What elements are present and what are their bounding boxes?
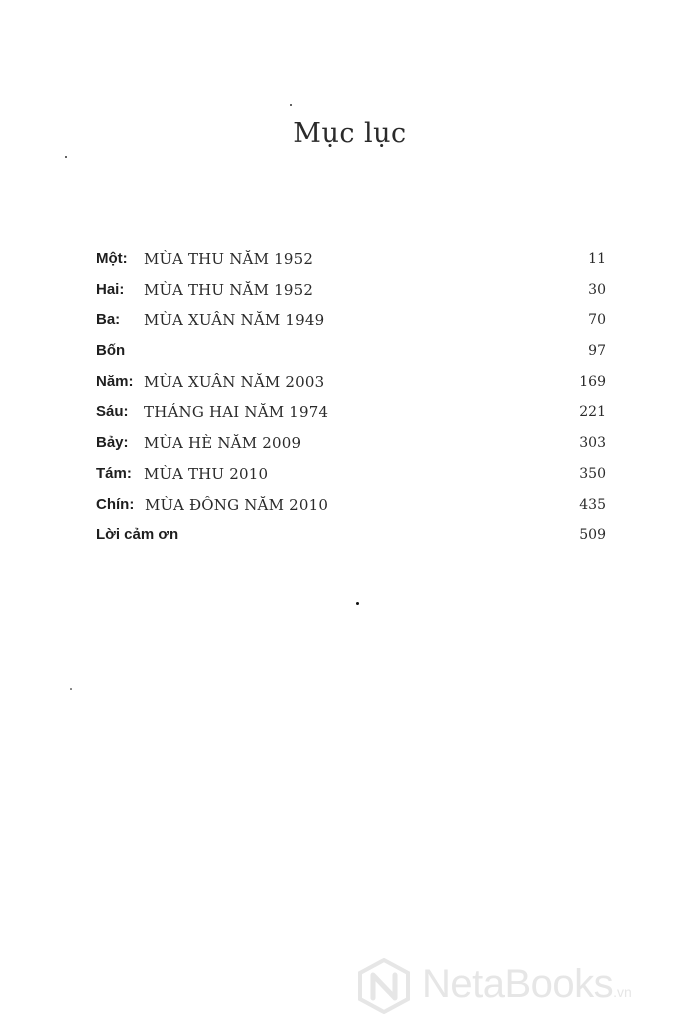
toc-entry-label: Năm: — [96, 372, 134, 390]
toc-entry-label: Ba: — [96, 311, 121, 329]
toc-entry-page-number: 435 — [579, 496, 606, 513]
toc-entry-label: Chín: — [96, 495, 135, 513]
toc-entry-page-number: 350 — [579, 465, 606, 482]
toc-entry-label: Bốn — [96, 342, 126, 360]
toc-entry-chapter: MÙA THU 2010 — [144, 464, 269, 483]
watermark-brand — [422, 962, 632, 1007]
toc-entry-page-number: 70 — [588, 312, 606, 329]
toc-entry-label: Bảy: — [96, 434, 129, 452]
toc-entry-mot[interactable] — [96, 244, 606, 275]
toc-entry-ba[interactable] — [96, 305, 606, 336]
toc-entry-nam[interactable] — [96, 367, 606, 398]
toc-entry-page-number: 30 — [588, 281, 606, 298]
toc-entry-bon[interactable] — [96, 336, 606, 367]
toc-entry-chapter: MÙA XUÂN NĂM 1949 — [144, 311, 325, 330]
scan-speck — [290, 104, 292, 106]
toc-entry-bay[interactable] — [96, 428, 606, 459]
toc-entry-tam[interactable] — [96, 459, 606, 490]
toc-entry-chapter: MÙA XUÂN NĂM 2003 — [144, 372, 325, 391]
toc-entry-hai[interactable] — [96, 275, 606, 306]
page-title: Mục lục — [293, 118, 407, 149]
toc-entry-chapter: MÙA HÈ NĂM 2009 — [144, 434, 302, 453]
scan-speck — [65, 156, 67, 158]
toc-entry-sau[interactable] — [96, 397, 606, 428]
toc-entry-label: Tám: — [96, 464, 132, 482]
toc-entry-label: Hai: — [96, 280, 125, 298]
netabooks-n-logo-icon — [356, 958, 412, 1014]
watermark-suffix: .vn — [613, 984, 632, 1000]
toc-entry-chapter: MÙA THU NĂM 1952 — [144, 250, 314, 268]
toc-entry-page-number: 221 — [579, 404, 606, 421]
toc-entry-page-number: 509 — [579, 527, 606, 544]
toc-entry-label: Sáu: — [96, 403, 129, 421]
toc-entry-label: Lời cảm ơn — [96, 526, 179, 544]
scan-speck — [70, 688, 72, 690]
toc-entry-page-number: 169 — [579, 373, 606, 390]
toc-entry-page-number: 303 — [579, 435, 606, 452]
netabooks-watermark — [356, 952, 686, 1020]
toc-entry-chapter: MÙA ĐÔNG NĂM 2010 — [145, 495, 329, 514]
toc-entry-chin[interactable] — [96, 490, 606, 521]
watermark-brand-text: NetaBooks — [422, 962, 614, 1006]
toc-entry-chapter: THÁNG HAI NĂM 1974 — [144, 403, 329, 422]
toc-entry-loi-cam-on[interactable] — [96, 520, 606, 551]
toc-entry-page-number: 97 — [588, 343, 606, 360]
scan-speck — [356, 602, 359, 605]
toc-entry-chapter: MÙA THU NĂM 1952 — [144, 280, 314, 299]
table-of-contents — [96, 244, 606, 551]
toc-entry-page-number: 11 — [588, 251, 606, 267]
toc-entry-label: Một: — [96, 250, 128, 267]
